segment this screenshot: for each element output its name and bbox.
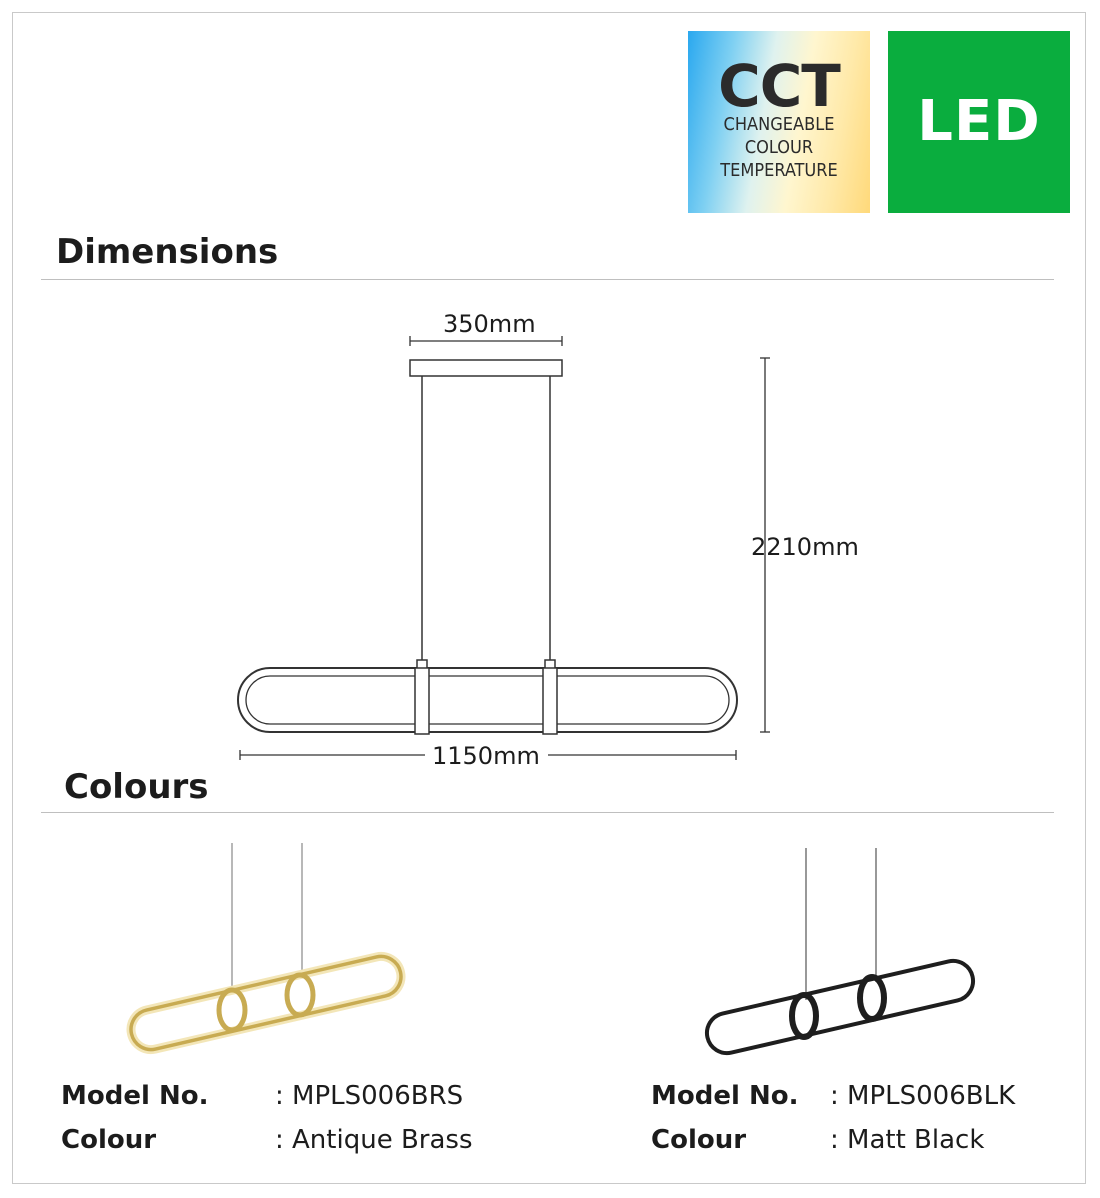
- led-badge: LED: [888, 31, 1070, 213]
- ceiling-canopy: [410, 360, 562, 376]
- black-model-label: Model No.: [651, 1081, 799, 1111]
- black-colour-value: : Matt Black: [830, 1125, 985, 1155]
- brass-colour-label: Colour: [61, 1125, 157, 1155]
- cct-badge-line2: COLOUR: [744, 137, 814, 158]
- black-colour-label: Colour: [651, 1125, 747, 1155]
- cct-badge-line1: CHANGEABLE: [723, 114, 835, 135]
- connector-sleeves: [415, 660, 557, 734]
- cct-badge-line3: TEMPERATURE: [720, 160, 838, 181]
- colours-heading: Colours: [64, 767, 209, 807]
- pill-ring-inner: [246, 676, 729, 724]
- canopy-width-label: 350mm: [443, 310, 536, 338]
- pill-ring-outer: [238, 668, 737, 732]
- black-model-value: : MPLS006BLK: [830, 1081, 1016, 1111]
- brass-model-value: : MPLS006BRS: [275, 1081, 464, 1111]
- suspension-wires: [422, 376, 550, 660]
- brass-colour-value: : Antique Brass: [275, 1125, 473, 1155]
- matt-black-pendant-image: [703, 848, 977, 1057]
- cct-badge-title: CCT: [718, 52, 840, 120]
- height-label: 2210mm: [751, 533, 859, 561]
- dimensions-heading: Dimensions: [56, 232, 279, 272]
- antique-brass-pendant-image: [127, 843, 405, 1054]
- length-label: 1150mm: [432, 742, 540, 770]
- brass-model-label: Model No.: [61, 1081, 209, 1111]
- colours-divider: [41, 812, 1054, 813]
